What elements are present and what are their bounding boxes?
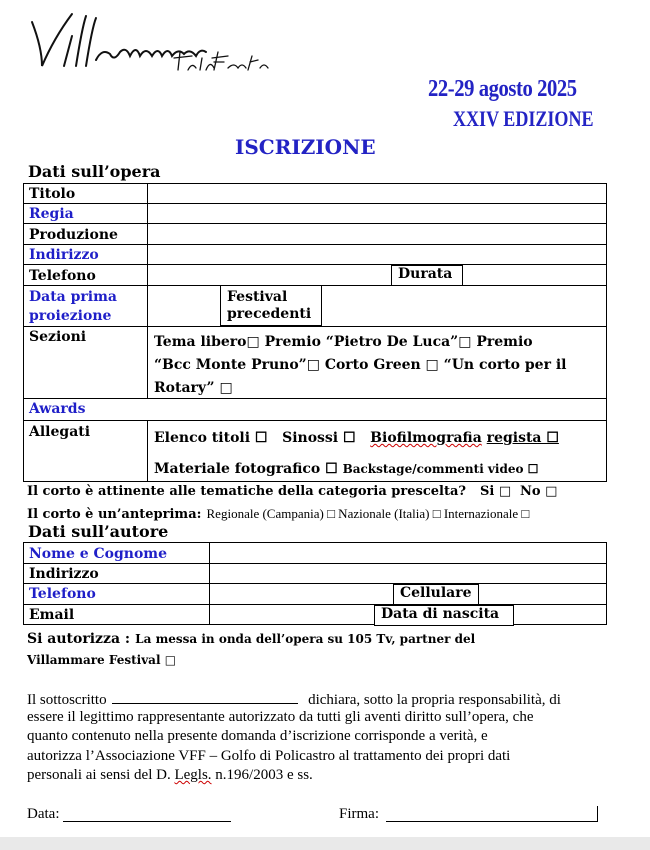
durata-label: Durata xyxy=(391,265,463,286)
label-indirizzo-autore: Indirizzo xyxy=(29,566,99,582)
allegato-sinossi[interactable]: Sinossi ☐ xyxy=(282,430,356,446)
declaration-line-4: autorizza l’Associazione VFF – Golfo di Policastro al trattamento dei propri dati xyxy=(27,748,511,764)
data-signature-line[interactable] xyxy=(63,821,231,822)
firma-signature-line[interactable] xyxy=(386,821,597,822)
allegati-row-1[interactable] xyxy=(154,430,559,446)
awards-field[interactable] xyxy=(148,399,606,420)
allegato-regista[interactable]: regista ☐ xyxy=(486,430,559,446)
sottoscritto-field[interactable] xyxy=(112,689,298,704)
sezioni-line-3: Rotary” □ xyxy=(154,380,233,396)
festival-precedenti-box xyxy=(220,285,322,326)
festival-logo xyxy=(28,8,278,78)
section-title-autore: Dati sull’autore xyxy=(28,522,169,541)
firma-label: Firma: xyxy=(339,806,379,822)
declaration-line-5 xyxy=(27,766,313,786)
label-telefono-autore: Telefono xyxy=(29,586,96,602)
autorizza-label: Si autorizza : xyxy=(27,631,131,647)
sezioni-options[interactable] xyxy=(154,331,566,400)
indirizzo-autore-field[interactable] xyxy=(210,564,606,583)
declaration-l5-b: Legls. xyxy=(174,767,212,783)
label-email: Email xyxy=(29,607,75,623)
sezioni-line-2: “Bcc Monte Pruno”□ Corto Green □ “Un corto per il xyxy=(154,357,567,373)
anteprima-label: Il corto è un’anteprima: xyxy=(27,507,202,522)
titolo-field[interactable] xyxy=(148,184,606,203)
firma-line-end xyxy=(597,806,598,822)
regia-field[interactable] xyxy=(148,204,606,223)
label-awards: Awards xyxy=(29,401,86,417)
label-sezioni: Sezioni xyxy=(29,329,87,345)
allegato-materiale[interactable]: Materiale fotografico ☐ xyxy=(154,461,338,477)
section-title-opera: Dati sull’opera xyxy=(28,162,161,181)
label-allegati: Allegati xyxy=(29,424,91,440)
label-produzione: Produzione xyxy=(29,227,118,243)
declaration-sottoscritto: Il sottoscritto xyxy=(27,692,107,708)
allegato-backstage[interactable]: Backstage/commenti video ☐ xyxy=(342,462,539,476)
data-label: Data: xyxy=(27,806,60,822)
produzione-field[interactable] xyxy=(148,224,606,243)
question-anteprima xyxy=(27,503,529,522)
festival-label-2: precedenti xyxy=(227,306,312,322)
allegato-biofilmografia[interactable]: Biofilmografia xyxy=(370,430,482,446)
data-prima-field[interactable] xyxy=(148,286,218,326)
option-si[interactable]: Si □ xyxy=(480,484,512,499)
edition-label: XXIV EDIZIONE xyxy=(453,106,594,131)
declaration-dichiara: dichiara, sotto la propria responsabilità, di xyxy=(308,692,561,708)
label-indirizzo-opera: Indirizzo xyxy=(29,247,99,263)
nome-field[interactable] xyxy=(210,543,606,563)
anteprima-options[interactable]: Regionale (Campania) □ Nazionale (Italia) □ Internazionale □ xyxy=(206,506,530,521)
cellulare-label: Cellulare xyxy=(393,584,479,605)
label-nome: Nome e Cognome xyxy=(29,546,168,562)
option-no[interactable]: No □ xyxy=(520,484,558,499)
autorizza-text-1: La messa in onda dell’opera su 105 Tv, partner del xyxy=(135,632,476,646)
autorizza-text-2[interactable]: Villammare Festival □ xyxy=(27,653,177,667)
label-data-prima-1: Data prima xyxy=(29,289,117,305)
autorizza-line-1 xyxy=(27,628,475,647)
page-title: ISCRIZIONE xyxy=(235,135,376,159)
label-telefono-opera: Telefono xyxy=(29,268,96,284)
email-field[interactable] xyxy=(210,605,372,624)
festival-dates: 22-29 agosto 2025 xyxy=(428,76,577,102)
declaration-l5-c: n.196/2003 e ss. xyxy=(215,767,313,783)
declaration-line-2: essere il legittimo rappresentante autorizzato da tutti gli aventi diritto sull’opera, che xyxy=(27,709,534,725)
allegato-elenco[interactable]: Elenco titoli ☐ xyxy=(154,430,268,446)
bottom-scroll-area xyxy=(0,837,650,850)
declaration-line-3: quanto contenuto nella presente domanda d’iscrizione corrisponde a verità, e xyxy=(27,728,488,744)
sezioni-line-1: Tema libero□ Premio “Pietro De Luca”□ Premio xyxy=(154,334,533,350)
telefono-autore-field[interactable] xyxy=(210,584,392,603)
indirizzo-opera-field[interactable] xyxy=(148,245,606,264)
label-regia: Regia xyxy=(29,206,74,222)
declaration-l5-a: personali ai sensi del D. xyxy=(27,767,171,783)
label-data-prima-2: proiezione xyxy=(29,308,112,324)
allegati-row-2[interactable] xyxy=(154,461,538,477)
festival-label-1: Festival xyxy=(227,289,288,305)
label-titolo: Titolo xyxy=(29,186,76,202)
question-attinente: Il corto è attinente alle tematiche della categoria prescelta? xyxy=(27,484,466,499)
data-nascita-label: Data di nascita xyxy=(374,605,514,626)
telefono-opera-field[interactable] xyxy=(148,265,390,284)
